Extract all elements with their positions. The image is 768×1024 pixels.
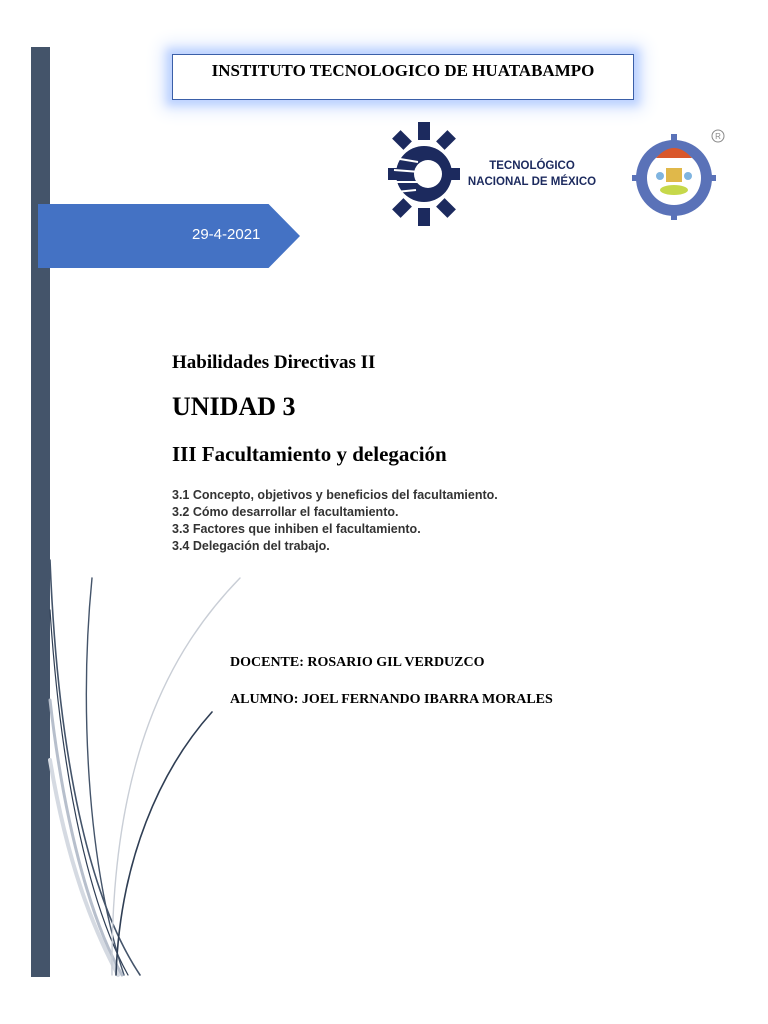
document-date: 29-4-2021 [192, 226, 261, 243]
ith-registered-mark: R [715, 132, 721, 141]
tecnm-text-line1: TECNOLÓGICO [489, 160, 575, 172]
topic-title: III Facultamiento y delegación [172, 442, 447, 466]
teacher-name: DOCENTE: ROSARIO GIL VERDUZCO [230, 655, 485, 670]
tecnm-gear-logo-icon [388, 122, 460, 226]
date-banner [38, 204, 300, 268]
subtopic-list [172, 487, 498, 555]
tecnm-text-line2: NACIONAL DE MÉXICO [467, 176, 597, 188]
subtopic-item: 3.3 Factores que inhiben el facultamiento. [172, 522, 421, 536]
subtopic-item: 3.4 Delegación del trabajo. [172, 539, 330, 553]
student-name: ALUMNO: JOEL FERNANDO IBARRA MORALES [230, 692, 553, 707]
institution-header [172, 54, 634, 100]
ith-seal-logo-icon [632, 128, 728, 220]
unit-title: UNIDAD 3 [172, 392, 296, 421]
subject-title: Habilidades Directivas II [172, 352, 376, 373]
institution-name: INSTITUTO TECNOLOGICO DE HUATABAMPO [211, 61, 595, 80]
subtopic-item: 3.1 Concepto, objetivos y beneficios del facultamiento. [172, 488, 498, 502]
subtopic-item: 3.2 Cómo desarrollar el facultamiento. [172, 505, 399, 519]
tecnm-logo-text [462, 158, 602, 190]
